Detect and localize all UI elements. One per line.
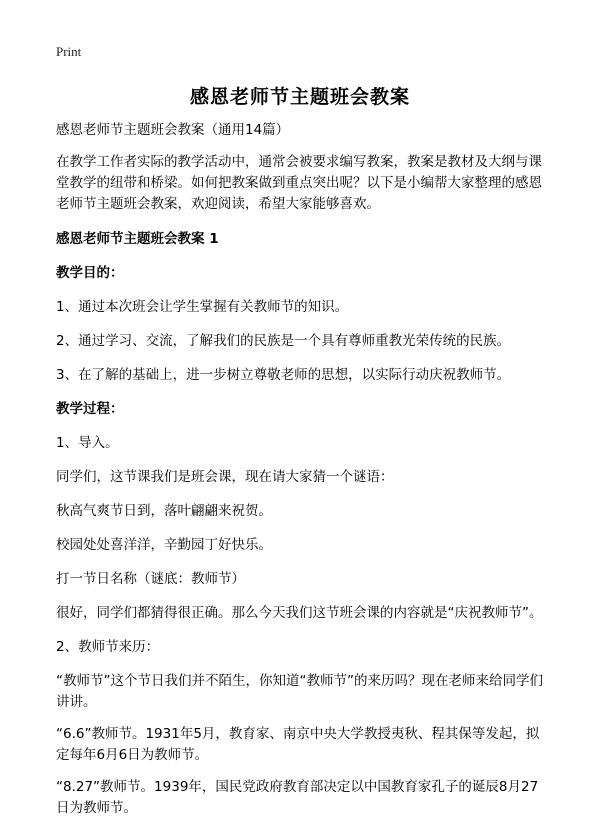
process-paragraph: 同学们，这节课我们是班会课，现在请大家猜一个谜语：: [56, 469, 394, 485]
process-heading: 教学过程：: [56, 401, 124, 417]
section-heading: 感恩老师节主题班会教案 1: [56, 231, 219, 247]
document-title: 感恩老师节主题班会教案: [189, 86, 410, 108]
document-subtitle: 感恩老师节主题班会教案（通用14篇）: [56, 122, 290, 138]
riddle-line: 秋高气爽节日到，落叶翩翩来祝贺。: [56, 503, 272, 519]
intro-paragraph: 在教学工作者实际的教学活动中，通常会被要求编写教案，教案是教材及大纲与课堂教学的纽带和桥梁。如何把教案做到重点突出呢？以下是小编帮大家整理的感恩老师节主题班会教案，欢迎阅读，希望大家能够喜欢。: [56, 154, 542, 212]
process-paragraph: “6.6”教师节。1931年5月，教育家、南京中央大学教授夷秋、程其保等发起，拟定每年6月6日为教师节。: [56, 726, 540, 763]
print-label[interactable]: Print: [56, 44, 82, 59]
goals-heading: 教学目的：: [56, 265, 124, 281]
process-paragraph: 很好，同学们都猜得很正确。那么今天我们这节班会课的内容就是“庆祝教师节”。: [56, 605, 543, 621]
process-paragraph: 打一节日名称（谜底：教师节）: [56, 571, 245, 587]
riddle-line: 校园处处喜洋洋，辛勤园丁好快乐。: [56, 537, 272, 553]
process-paragraph: “教师节”这个节日我们并不陌生，你知道“教师节”的来历吗？现在老师来给同学们讲讲。: [56, 673, 543, 710]
goal-item: 1、通过本次班会让学生掌握有关教师节的知识。: [56, 299, 349, 315]
document-body: [56, 120, 548, 830]
goal-item: 3、在了解的基础上，进一步树立尊敬老师的思想，以实际行动庆祝教师节。: [56, 367, 511, 383]
goal-item: 2、通过学习、交流，了解我们的民族是一个具有尊师重教光荣传统的民族。: [56, 333, 511, 349]
process-paragraph: 2、教师节来历：: [56, 639, 160, 655]
process-paragraph: “8.27”教师节。1939年，国民党政府教育部决定以中国教育家孔子的诞辰8月27日为教师节。: [56, 779, 539, 816]
process-paragraph: 1、导入。: [56, 435, 119, 451]
